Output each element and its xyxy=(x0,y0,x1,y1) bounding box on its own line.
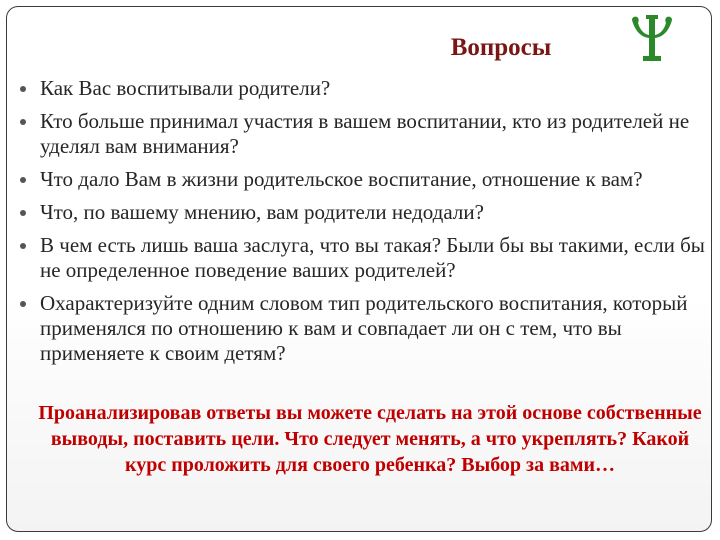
question-text: Что дало Вам в жизни родительское воспитание, отношение к вам? xyxy=(40,167,643,191)
question-text: Кто больше принимал участия в вашем воспитании, кто из родителей не уделял вам внимания? xyxy=(40,109,690,158)
bullet-icon xyxy=(20,243,26,249)
slide-title: Вопросы xyxy=(450,34,552,61)
bullet-icon xyxy=(20,177,26,183)
conclusion-text: Проанализировав ответы вы можете сделать на этой основе собственные выводы, поставить цели. Что следует менять, а что укреплять? Какой курс проложить для своего ребенка? Выбор за вами… xyxy=(38,402,702,476)
question-list xyxy=(14,76,714,374)
bullet-icon xyxy=(20,119,26,125)
list-item xyxy=(14,291,714,366)
list-item xyxy=(14,233,714,283)
bullet-icon xyxy=(20,301,26,307)
list-item xyxy=(14,76,714,101)
list-item xyxy=(14,200,714,225)
list-item xyxy=(14,109,714,159)
question-text: Охарактеризуйте одним словом тип родительского воспитания, который применялся по отношению к вам и совпадает ли он с тем, что вы применяете к своим детям? xyxy=(40,291,688,365)
bullet-icon xyxy=(20,86,26,92)
question-text: В чем есть лишь ваша заслуга, что вы такая? Были бы вы такими, если бы не определенное поведение ваших родителей? xyxy=(40,233,705,282)
list-item xyxy=(14,167,714,192)
bullet-icon xyxy=(20,210,26,216)
question-text: Что, по вашему мнению, вам родители недодали? xyxy=(40,200,484,224)
question-text: Как Вас воспитывали родители? xyxy=(40,76,331,100)
psi-symbol-icon xyxy=(630,14,674,64)
